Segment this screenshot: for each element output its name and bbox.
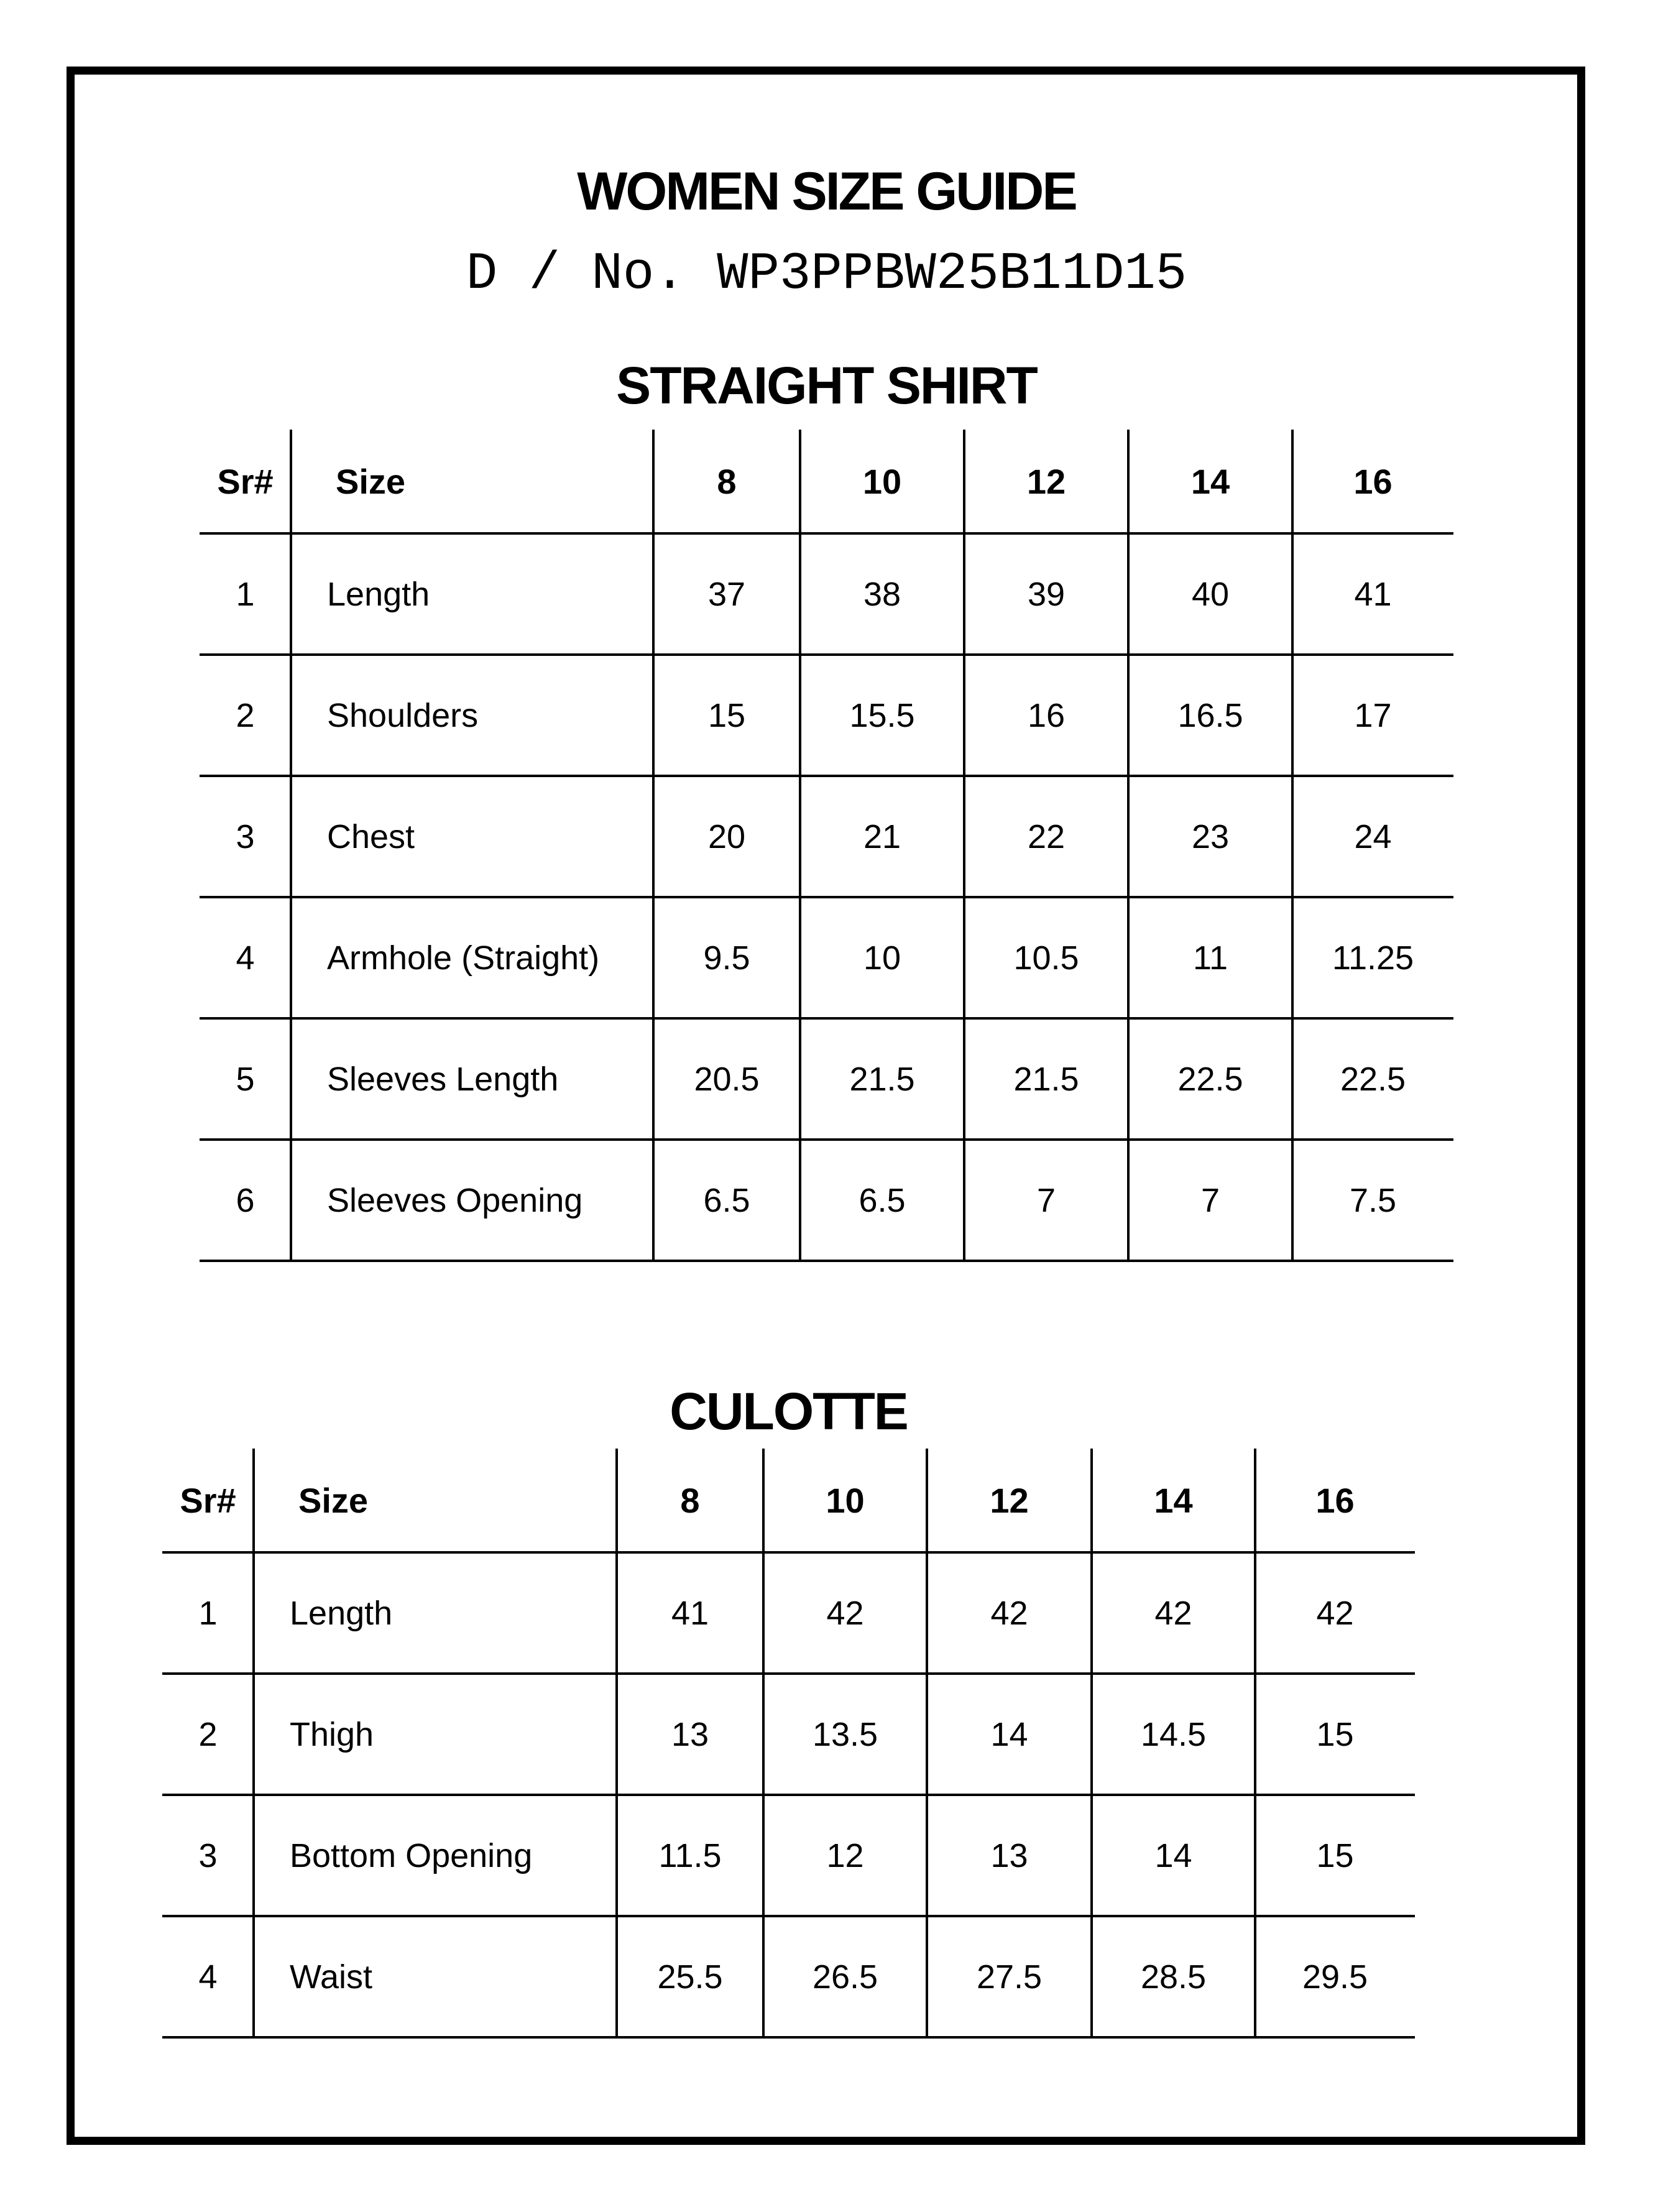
row-value-size-16: 29.5 bbox=[1302, 1958, 1368, 1996]
row-value-size-12: 39 bbox=[1027, 575, 1066, 613]
row-value-size-12: 10.5 bbox=[1013, 939, 1079, 977]
row-measurement-label: Sleeves Length bbox=[327, 1060, 559, 1098]
row-value-size-16: 22.5 bbox=[1340, 1060, 1406, 1098]
row-value-size-8: 11.5 bbox=[658, 1836, 722, 1874]
row-measurement-label: Shoulders bbox=[327, 696, 479, 734]
row-value-size-10: 42 bbox=[826, 1594, 864, 1632]
row-value-size-10: 6.5 bbox=[859, 1181, 906, 1219]
row-sr-number: 3 bbox=[236, 818, 255, 855]
row-value-size-16: 41 bbox=[1354, 575, 1392, 613]
header-size: Size bbox=[336, 461, 406, 501]
row-value-size-16: 17 bbox=[1354, 696, 1392, 734]
header-size-8: 8 bbox=[680, 1480, 700, 1520]
row-value-size-12: 7 bbox=[1036, 1181, 1056, 1219]
row-measurement-label: Thigh bbox=[290, 1715, 374, 1753]
row-value-size-8: 41 bbox=[671, 1594, 709, 1632]
row-value-size-14: 23 bbox=[1191, 818, 1230, 855]
row-value-size-14: 22.5 bbox=[1177, 1060, 1243, 1098]
row-measurement-label: Length bbox=[290, 1594, 393, 1632]
header-size-10: 10 bbox=[862, 461, 902, 501]
row-value-size-14: 14 bbox=[1154, 1836, 1192, 1874]
row-value-size-16: 7.5 bbox=[1349, 1181, 1397, 1219]
header-size-16: 16 bbox=[1353, 461, 1393, 501]
row-value-size-10: 15.5 bbox=[849, 696, 915, 734]
row-value-size-14: 14.5 bbox=[1140, 1715, 1207, 1753]
row-value-size-14: 7 bbox=[1200, 1181, 1220, 1219]
row-sr-number: 4 bbox=[198, 1958, 218, 1996]
row-value-size-14: 42 bbox=[1154, 1594, 1192, 1632]
row-measurement-label: Chest bbox=[327, 818, 415, 855]
row-value-size-12: 27.5 bbox=[976, 1958, 1043, 1996]
section-title-straight-shirt: STRAIGHT SHIRT bbox=[616, 356, 1037, 415]
row-sr-number: 1 bbox=[236, 575, 255, 613]
row-sr-number: 3 bbox=[198, 1836, 218, 1874]
row-value-size-14: 11 bbox=[1192, 939, 1228, 977]
design-number: D / No. WP3PPBW25B11D15 bbox=[466, 245, 1187, 304]
row-sr-number: 6 bbox=[236, 1181, 255, 1219]
row-value-size-8: 25.5 bbox=[657, 1958, 723, 1996]
row-sr-number: 1 bbox=[198, 1594, 218, 1632]
header-size-8: 8 bbox=[717, 461, 737, 501]
row-value-size-12: 22 bbox=[1027, 818, 1066, 855]
row-value-size-16: 24 bbox=[1354, 818, 1392, 855]
header-size-14: 14 bbox=[1154, 1480, 1193, 1520]
row-value-size-14: 40 bbox=[1191, 575, 1230, 613]
row-value-size-8: 9.5 bbox=[703, 939, 750, 977]
header-size: Size bbox=[298, 1480, 369, 1520]
row-value-size-16: 11.25 bbox=[1332, 939, 1414, 977]
header-sr: Sr# bbox=[180, 1480, 236, 1520]
row-value-size-10: 21 bbox=[863, 818, 901, 855]
row-value-size-10: 26.5 bbox=[812, 1958, 878, 1996]
row-value-size-12: 13 bbox=[990, 1836, 1028, 1874]
row-measurement-label: Sleeves Opening bbox=[327, 1181, 583, 1219]
row-value-size-12: 16 bbox=[1027, 696, 1066, 734]
page-title: WOMEN SIZE GUIDE bbox=[577, 162, 1076, 221]
row-sr-number: 2 bbox=[236, 696, 255, 734]
row-value-size-16: 15 bbox=[1316, 1836, 1354, 1874]
row-value-size-12: 14 bbox=[990, 1715, 1028, 1753]
row-sr-number: 2 bbox=[198, 1715, 218, 1753]
row-value-size-10: 38 bbox=[863, 575, 901, 613]
row-value-size-14: 16.5 bbox=[1177, 696, 1243, 734]
row-value-size-16: 15 bbox=[1316, 1715, 1354, 1753]
row-sr-number: 5 bbox=[236, 1060, 255, 1098]
row-value-size-12: 42 bbox=[990, 1594, 1028, 1632]
header-size-12: 12 bbox=[990, 1480, 1029, 1520]
row-value-size-8: 15 bbox=[707, 696, 746, 734]
row-sr-number: 4 bbox=[236, 939, 255, 977]
row-measurement-label: Bottom Opening bbox=[290, 1836, 533, 1874]
row-value-size-10: 10 bbox=[863, 939, 901, 977]
header-size-10: 10 bbox=[826, 1480, 865, 1520]
header-size-14: 14 bbox=[1190, 461, 1230, 501]
header-size-16: 16 bbox=[1315, 1480, 1355, 1520]
row-value-size-10: 13.5 bbox=[812, 1715, 878, 1753]
row-value-size-8: 20.5 bbox=[694, 1060, 760, 1098]
row-measurement-label: Armhole (Straight) bbox=[327, 939, 600, 977]
row-measurement-label: Length bbox=[327, 575, 430, 613]
row-value-size-8: 20 bbox=[707, 818, 746, 855]
section-title-culotte: CULOTTE bbox=[670, 1382, 908, 1440]
row-value-size-8: 37 bbox=[707, 575, 746, 613]
row-measurement-label: Waist bbox=[290, 1958, 372, 1996]
row-value-size-12: 21.5 bbox=[1013, 1060, 1079, 1098]
header-sr: Sr# bbox=[217, 461, 274, 501]
row-value-size-14: 28.5 bbox=[1140, 1958, 1207, 1996]
row-value-size-10: 12 bbox=[826, 1836, 864, 1874]
row-value-size-8: 6.5 bbox=[703, 1181, 750, 1219]
row-value-size-8: 13 bbox=[671, 1715, 709, 1753]
header-size-12: 12 bbox=[1026, 461, 1066, 501]
row-value-size-10: 21.5 bbox=[849, 1060, 915, 1098]
row-value-size-16: 42 bbox=[1316, 1594, 1354, 1632]
